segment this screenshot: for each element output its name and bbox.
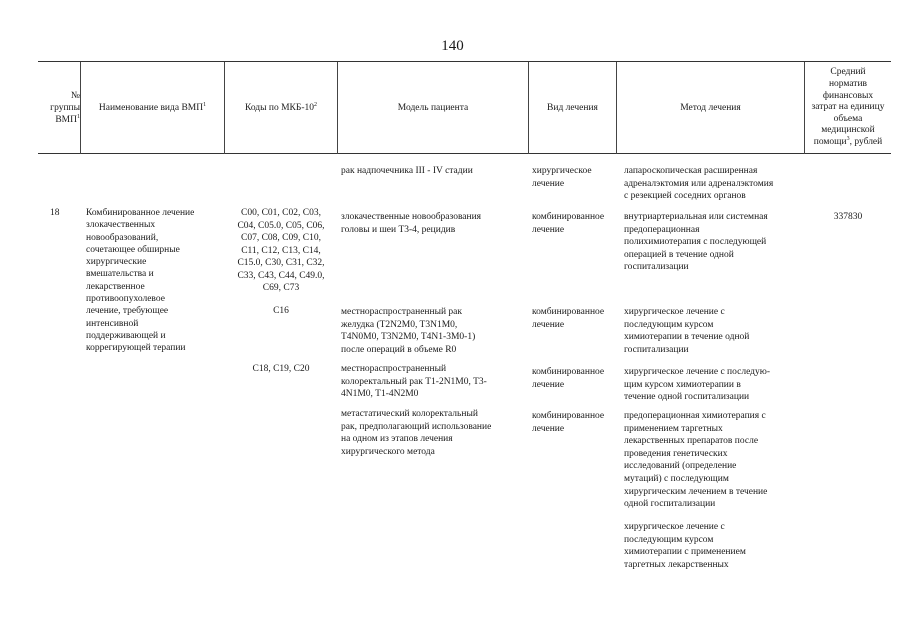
patient-model: местнораспространенный рак желудка (T2N2M0, T3N1M0, T4N0M0, T3N2M0, T4N1-3M0-1) после операций в объеме R0 [341, 307, 476, 355]
footnote-1: 1 [77, 113, 80, 120]
treatment-method: внутриартериальная или системная предоперационная полихимиотерапия с последующей операцией в течение одной госпитализации [624, 212, 768, 273]
patient-model: метастатический колоректальный рак, предполагающий использование на одном из этапов лечения хирургического метода [341, 409, 492, 457]
footnote-2: 2 [314, 101, 318, 108]
header-patient-model: Модель пациента [397, 103, 469, 113]
footnote-3: 3 [846, 135, 850, 142]
treatment-kind: комбинированное лечение [532, 367, 605, 390]
icd-codes: C18, C19, C20 [252, 364, 310, 374]
header-vmp-name [81, 62, 224, 154]
vmp-name: Комбинированное лечение злокачественных новообразований, сочетающее обширные хирургические вмешательства и лекарственное противоопухолевое лечение, требующее интенсивной поддерживающей и коррегирующей терапии [86, 208, 195, 354]
treatment-kind: комбинированное лечение [532, 212, 605, 235]
icd-codes: C00, C01, C02, C03, C04, C05.0, C05, C06, C07, C08, C09, C10, C11, C12, C13, C14, C15.0, C30, C31, C32, C33, C43, C44, C49.0, C69, C73 [237, 208, 325, 293]
header-average-cost-unit: , рублей [849, 136, 883, 147]
header-group-number [38, 62, 80, 154]
group-number: 18 [50, 208, 60, 218]
header-vmp-name-text: Наименование вида ВМП [98, 103, 204, 113]
treatment-kind: комбинированное лечение [532, 411, 605, 434]
patient-model: местнораспространенный колоректальный рак T1-2N1M0, T3- 4N1M0, T1-4N2M0 [341, 364, 487, 400]
treatment-kind: комбинированное лечение [532, 307, 605, 330]
cont-patient-model: рак надпочечника III - IV стадии [341, 166, 473, 176]
header-icd-codes-text: Коды по МКБ-10 [244, 103, 315, 113]
treatment-method: хирургическое лечение с последующим курсом химиотерапии в течение одной госпитализации [624, 307, 750, 355]
page-number: 140 [441, 38, 464, 54]
header-treatment-method: Метод лечения [680, 103, 741, 113]
footnote-1: 1 [203, 101, 207, 108]
patient-model: злокачественные новообразования головы и шеи T3-4, рецидив [341, 212, 482, 235]
treatment-method: хирургическое лечение с последую- щим курсом химиотерапии в течение одной госпитализации [624, 367, 771, 403]
header-average-cost [805, 62, 891, 154]
header-icd-codes [225, 62, 337, 154]
cont-treatment-method: лапароскопическая расширенная адреналэктомия или адреналэктомия с резекцией соседних органов [624, 166, 774, 202]
treatment-method: хирургическое лечение с последующим курсом химиотерапии с применением таргетных лекарственных [624, 522, 746, 570]
icd-codes: C16 [273, 306, 289, 316]
average-cost: 337830 [833, 212, 863, 222]
header-average-cost-text: Средний норматив финансовых затрат на единицу объема медицинской помощи [811, 67, 885, 147]
header-group-number-text: № группы ВМП [50, 91, 80, 125]
treatment-method: предоперационная химиотерапия с применением таргетных лекарственных препаратов после проведения генетических исследований (определение мутаций) с последующим хирургическим лечением в течение одной госпитализации [624, 411, 768, 510]
header-treatment-kind: Вид лечения [547, 103, 598, 113]
cont-treatment-kind: хирургическое лечение [532, 166, 592, 189]
